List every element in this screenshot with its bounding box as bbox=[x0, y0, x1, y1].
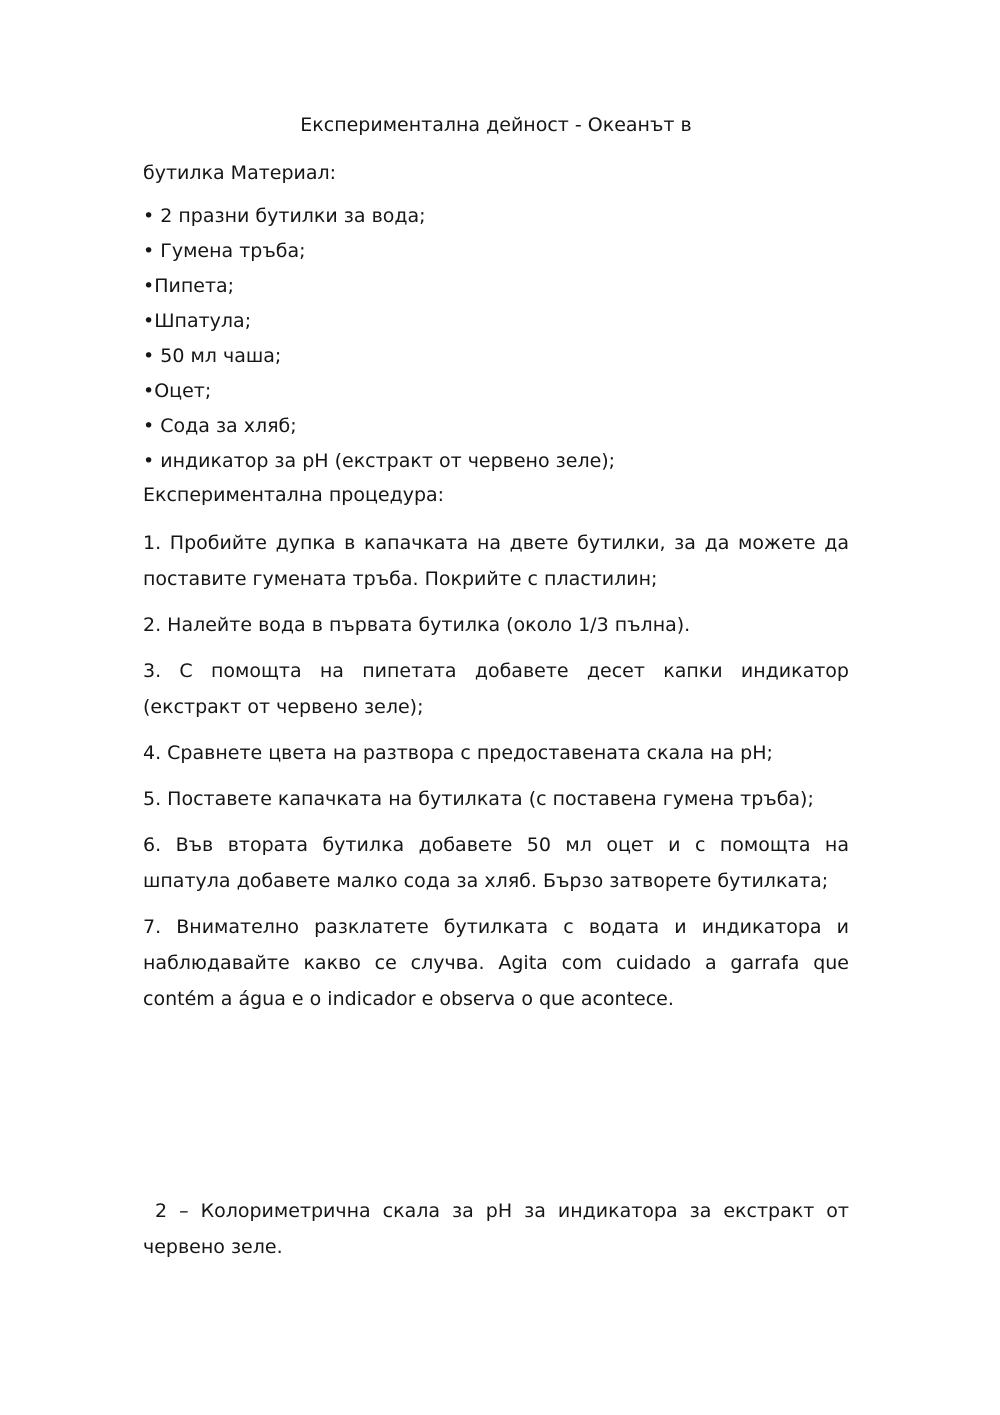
page-title: Експериментална дейност - Океанът в bbox=[300, 114, 692, 136]
materials-list bbox=[143, 199, 849, 479]
document-subtitle: бутилка Материал: bbox=[143, 162, 337, 184]
procedure-step-2: 2. Налейте вода в първата бутилка (около 1/3 пълна). bbox=[143, 614, 691, 636]
materials-item: •Шпатула; bbox=[143, 310, 252, 332]
materials-item: • Сода за хляб; bbox=[143, 415, 297, 437]
procedure-step-1: 1. Пробийте дупка в капачката на двете бутилки, за да можете да поставите гумената тръба. Покрийте с пластилин; bbox=[143, 532, 849, 590]
materials-item: • 2 празни бутилки за вода; bbox=[143, 205, 426, 227]
procedure-step-6: 6. Във втората бутилка добавете 50 мл оцет и с помощта на шпатула добавете малко сода за хляб. Бързо затворете бутилката; bbox=[143, 834, 849, 892]
procedure-heading: Експериментална процедура: bbox=[143, 484, 445, 506]
materials-item: • индикатор за pH (екстракт от червено зеле); bbox=[143, 450, 616, 472]
procedure-step-3: 3. С помощта на пипетата добавете десет капки индикатор (екстракт от червено зеле); bbox=[143, 660, 849, 718]
materials-item: •Оцет; bbox=[143, 380, 212, 402]
procedure-step-7: 7. Внимателно разклатете бутилката с водата и индикатора и наблюдавайте какво се случва. Agita com cuidado a garrafa que contém a água e o indicador e observa o que acontece. bbox=[143, 916, 849, 1010]
materials-item: • Гумена тръба; bbox=[143, 240, 306, 262]
procedure-step-5: 5. Поставете капачката на бутилката (с поставена гумена тръба); bbox=[143, 788, 814, 810]
procedure-step-4: 4. Сравнете цвета на разтвора с предоставената скала на pH; bbox=[143, 742, 773, 764]
materials-item: •Пипета; bbox=[143, 275, 235, 297]
figure-caption: 2 – Колориметрична скала за pH за индикатора за екстракт от червено зеле. bbox=[143, 1200, 856, 1258]
materials-item: • 50 мл чаша; bbox=[143, 345, 282, 367]
